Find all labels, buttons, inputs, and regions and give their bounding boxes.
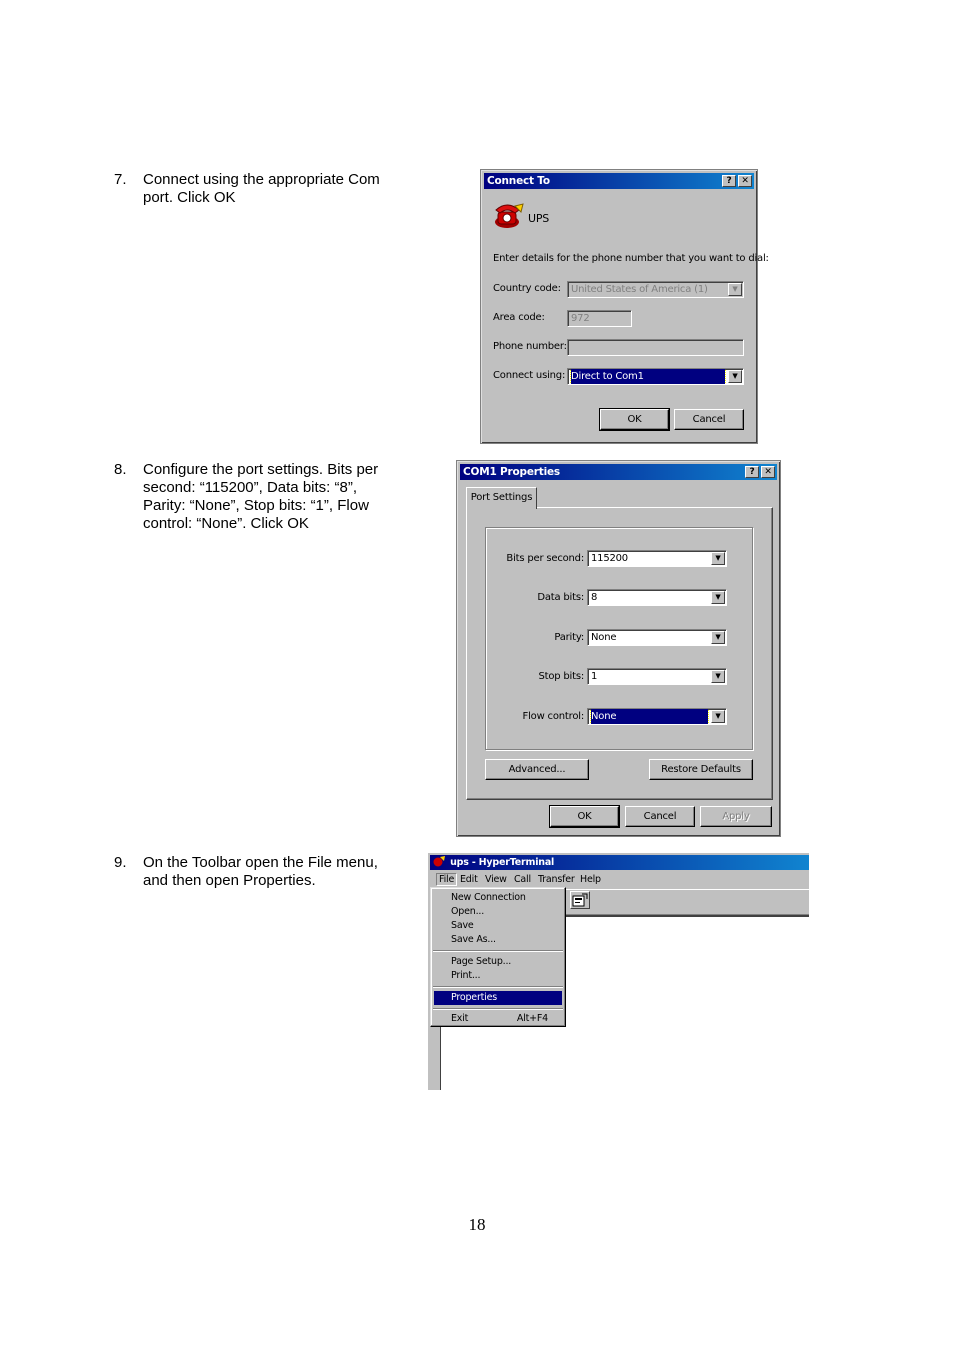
step-number: 8. — [114, 461, 127, 478]
flow-control-select[interactable] — [587, 708, 727, 725]
restore-defaults-button[interactable]: Restore Defaults — [649, 759, 753, 780]
dropdown-arrow-icon[interactable]: ▼ — [728, 283, 742, 296]
menu-bar — [430, 872, 809, 888]
phone-number-field[interactable] — [567, 339, 744, 356]
data-bits-label: Data bits: — [537, 592, 584, 603]
connect-to-dialog — [480, 169, 769, 444]
area-code-field[interactable] — [567, 310, 632, 327]
area-code-value: 972 — [571, 313, 590, 324]
step-text-line: Connect using the appropriate Com — [143, 171, 380, 188]
tab-port-settings[interactable]: Port Settings — [466, 487, 537, 509]
menu-item-print[interactable]: Print... — [451, 970, 481, 981]
area-code-label: Area code: — [493, 312, 545, 323]
left-frame — [430, 1023, 441, 1090]
dialog-titlebar — [484, 173, 754, 189]
com1-properties-dialog — [456, 460, 781, 837]
menu-item-properties[interactable]: Properties — [434, 991, 562, 1005]
menu-separator — [433, 1008, 563, 1010]
cancel-button[interactable]: Cancel — [674, 409, 744, 430]
country-code-value: United States of America (1) — [571, 284, 708, 295]
parity-label: Parity: — [554, 632, 584, 643]
entry-name: UPS — [528, 212, 550, 225]
dropdown-arrow-icon[interactable]: ▼ — [711, 710, 725, 723]
file-menu-dropdown — [430, 887, 566, 1027]
country-code-label: Country code: — [493, 283, 561, 294]
step-text-line: On the Toolbar open the File menu, — [143, 854, 378, 871]
bits-per-second-label: Bits per second: — [506, 553, 584, 564]
cancel-button[interactable]: Cancel — [625, 806, 695, 827]
flow-control-label: Flow control: — [522, 711, 584, 722]
help-button[interactable]: ? — [745, 466, 759, 478]
step-number: 9. — [114, 854, 127, 871]
menu-item-open[interactable]: Open... — [451, 906, 485, 917]
dialog-title: Connect To — [487, 175, 550, 187]
connect-using-label: Connect using: — [493, 370, 566, 381]
dropdown-arrow-icon[interactable]: ▼ — [728, 370, 742, 383]
dropdown-arrow-icon[interactable]: ▼ — [711, 552, 725, 565]
app-icon — [433, 856, 445, 867]
step-text-line: port. Click OK — [143, 189, 236, 206]
dialog-titlebar — [460, 464, 777, 480]
ok-button[interactable]: OK — [550, 806, 619, 827]
stop-bits-value: 1 — [591, 671, 598, 682]
dropdown-arrow-icon[interactable]: ▼ — [711, 591, 725, 604]
menu-help[interactable]: Help — [580, 874, 601, 885]
apply-button[interactable]: Apply — [700, 806, 772, 827]
step-text-line: second: “115200”, Data bits: “8”, — [143, 479, 357, 496]
phone-number-label: Phone number: — [493, 341, 567, 352]
country-code-select[interactable] — [567, 281, 744, 298]
dialog-title: COM1 Properties — [463, 466, 560, 478]
menu-separator — [433, 986, 563, 988]
parity-select[interactable] — [587, 629, 727, 646]
window-titlebar — [430, 855, 809, 870]
step-number: 7. — [114, 171, 127, 188]
step-text-line: control: “None”. Click OK — [143, 515, 309, 532]
step-text-line: and then open Properties. — [143, 872, 316, 889]
menu-transfer[interactable]: Transfer — [538, 874, 575, 885]
step-text-line: Configure the port settings. Bits per — [143, 461, 379, 478]
data-bits-select[interactable] — [587, 589, 727, 606]
menu-item-save[interactable]: Save — [451, 920, 474, 931]
help-button[interactable]: ? — [722, 175, 736, 187]
exit-shortcut: Alt+F4 — [516, 1013, 548, 1024]
instruction-text: Enter details for the phone number that you want to dial: — [493, 253, 769, 264]
properties-toolbar-button[interactable] — [570, 891, 590, 909]
close-button[interactable]: ✕ — [761, 466, 775, 478]
menu-view[interactable]: View — [485, 874, 507, 885]
dropdown-arrow-icon[interactable]: ▼ — [711, 631, 725, 644]
flow-control-value: None — [591, 709, 708, 724]
connect-using-value: Direct to Com1 — [571, 369, 725, 384]
advanced-button[interactable]: Advanced... — [485, 759, 589, 780]
stop-bits-label: Stop bits: — [538, 671, 584, 682]
connect-using-select[interactable] — [567, 368, 744, 385]
menu-item-exit[interactable] — [434, 1012, 562, 1026]
page-number: 18 — [468, 1215, 486, 1234]
step-text-line: Parity: “None”, Stop bits: “1”, Flow — [143, 497, 369, 514]
phone-icon — [493, 200, 525, 230]
menu-item-new-connection[interactable]: New Connection — [451, 892, 526, 903]
menu-item-exit-label: Exit — [451, 1013, 469, 1024]
menu-file[interactable]: File — [436, 873, 457, 886]
properties-icon — [572, 893, 588, 907]
close-button[interactable]: ✕ — [738, 175, 752, 187]
parity-value: None — [591, 632, 617, 643]
stop-bits-select[interactable] — [587, 668, 727, 685]
ok-button[interactable]: OK — [600, 409, 669, 430]
menu-separator — [433, 950, 563, 952]
data-bits-value: 8 — [591, 592, 598, 603]
window-title: ups - HyperTerminal — [450, 857, 555, 868]
bits-per-second-value: 115200 — [591, 553, 628, 564]
menu-edit[interactable]: Edit — [460, 874, 478, 885]
menu-item-page-setup[interactable]: Page Setup... — [451, 956, 512, 967]
bits-per-second-select[interactable] — [587, 550, 727, 567]
dropdown-arrow-icon[interactable]: ▼ — [711, 670, 725, 683]
menu-item-save-as[interactable]: Save As... — [451, 934, 496, 945]
menu-call[interactable]: Call — [514, 874, 531, 885]
